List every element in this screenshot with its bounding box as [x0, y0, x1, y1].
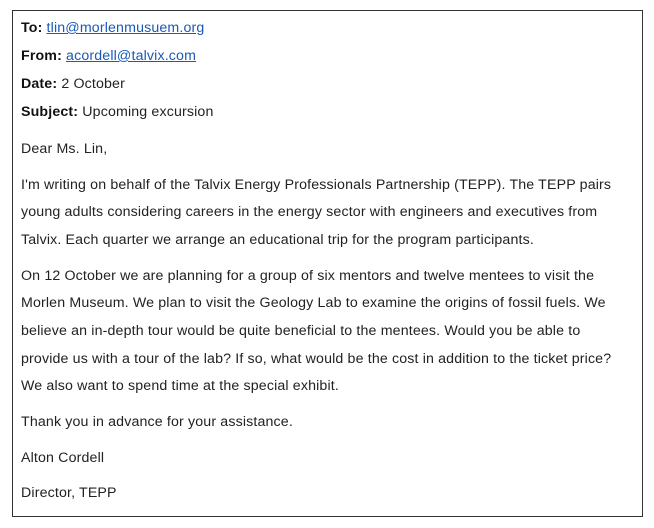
subject-row [21, 104, 214, 120]
closing-line: Thank you in advance for your assistance. [21, 414, 293, 430]
paragraph2-line: We also want to spend time at the special exhibit. [21, 378, 339, 394]
signature-title: Director, TEPP [21, 485, 117, 501]
paragraph2-line: On 12 October we are planning for a group of six mentors and twelve mentees to visit the [21, 268, 595, 284]
subject-label: Subject: [21, 104, 83, 120]
date-row [21, 76, 125, 92]
greeting: Dear Ms. Lin, [21, 141, 108, 157]
date-label: Date: [21, 76, 62, 92]
paragraph1-line: I'm writing on behalf of the Talvix Energy Professionals Partnership (TEPP). The TEPP pairs [21, 177, 612, 193]
paragraph1-line: Talvix. Each quarter we arrange an educational trip for the program participants. [21, 232, 534, 248]
paragraph2-line: provide us with a tour of the lab? If so, what would be the cost in addition to the ticket price? [21, 351, 612, 367]
date-value: 2 October [61, 76, 125, 92]
to-label: To: [21, 20, 47, 36]
to-email-link[interactable]: tlin@morlenmusuem.org [46, 20, 205, 36]
email-message [12, 10, 643, 517]
from-email-link[interactable]: acordell@talvix.com [66, 48, 197, 64]
signature-name: Alton Cordell [21, 450, 105, 466]
subject-value: Upcoming excursion [82, 104, 214, 120]
from-label: From: [21, 48, 67, 64]
paragraph1-line: young adults considering careers in the energy sector with engineers and executives from [21, 204, 598, 220]
to-row [21, 20, 204, 36]
paragraph2-line: believe an in-depth tour would be quite beneficial to the mentees. Would you be able to [21, 323, 581, 339]
from-row [21, 48, 196, 64]
paragraph2-line: Morlen Museum. We plan to visit the Geology Lab to examine the origins of fossil fuels. We [21, 295, 606, 311]
